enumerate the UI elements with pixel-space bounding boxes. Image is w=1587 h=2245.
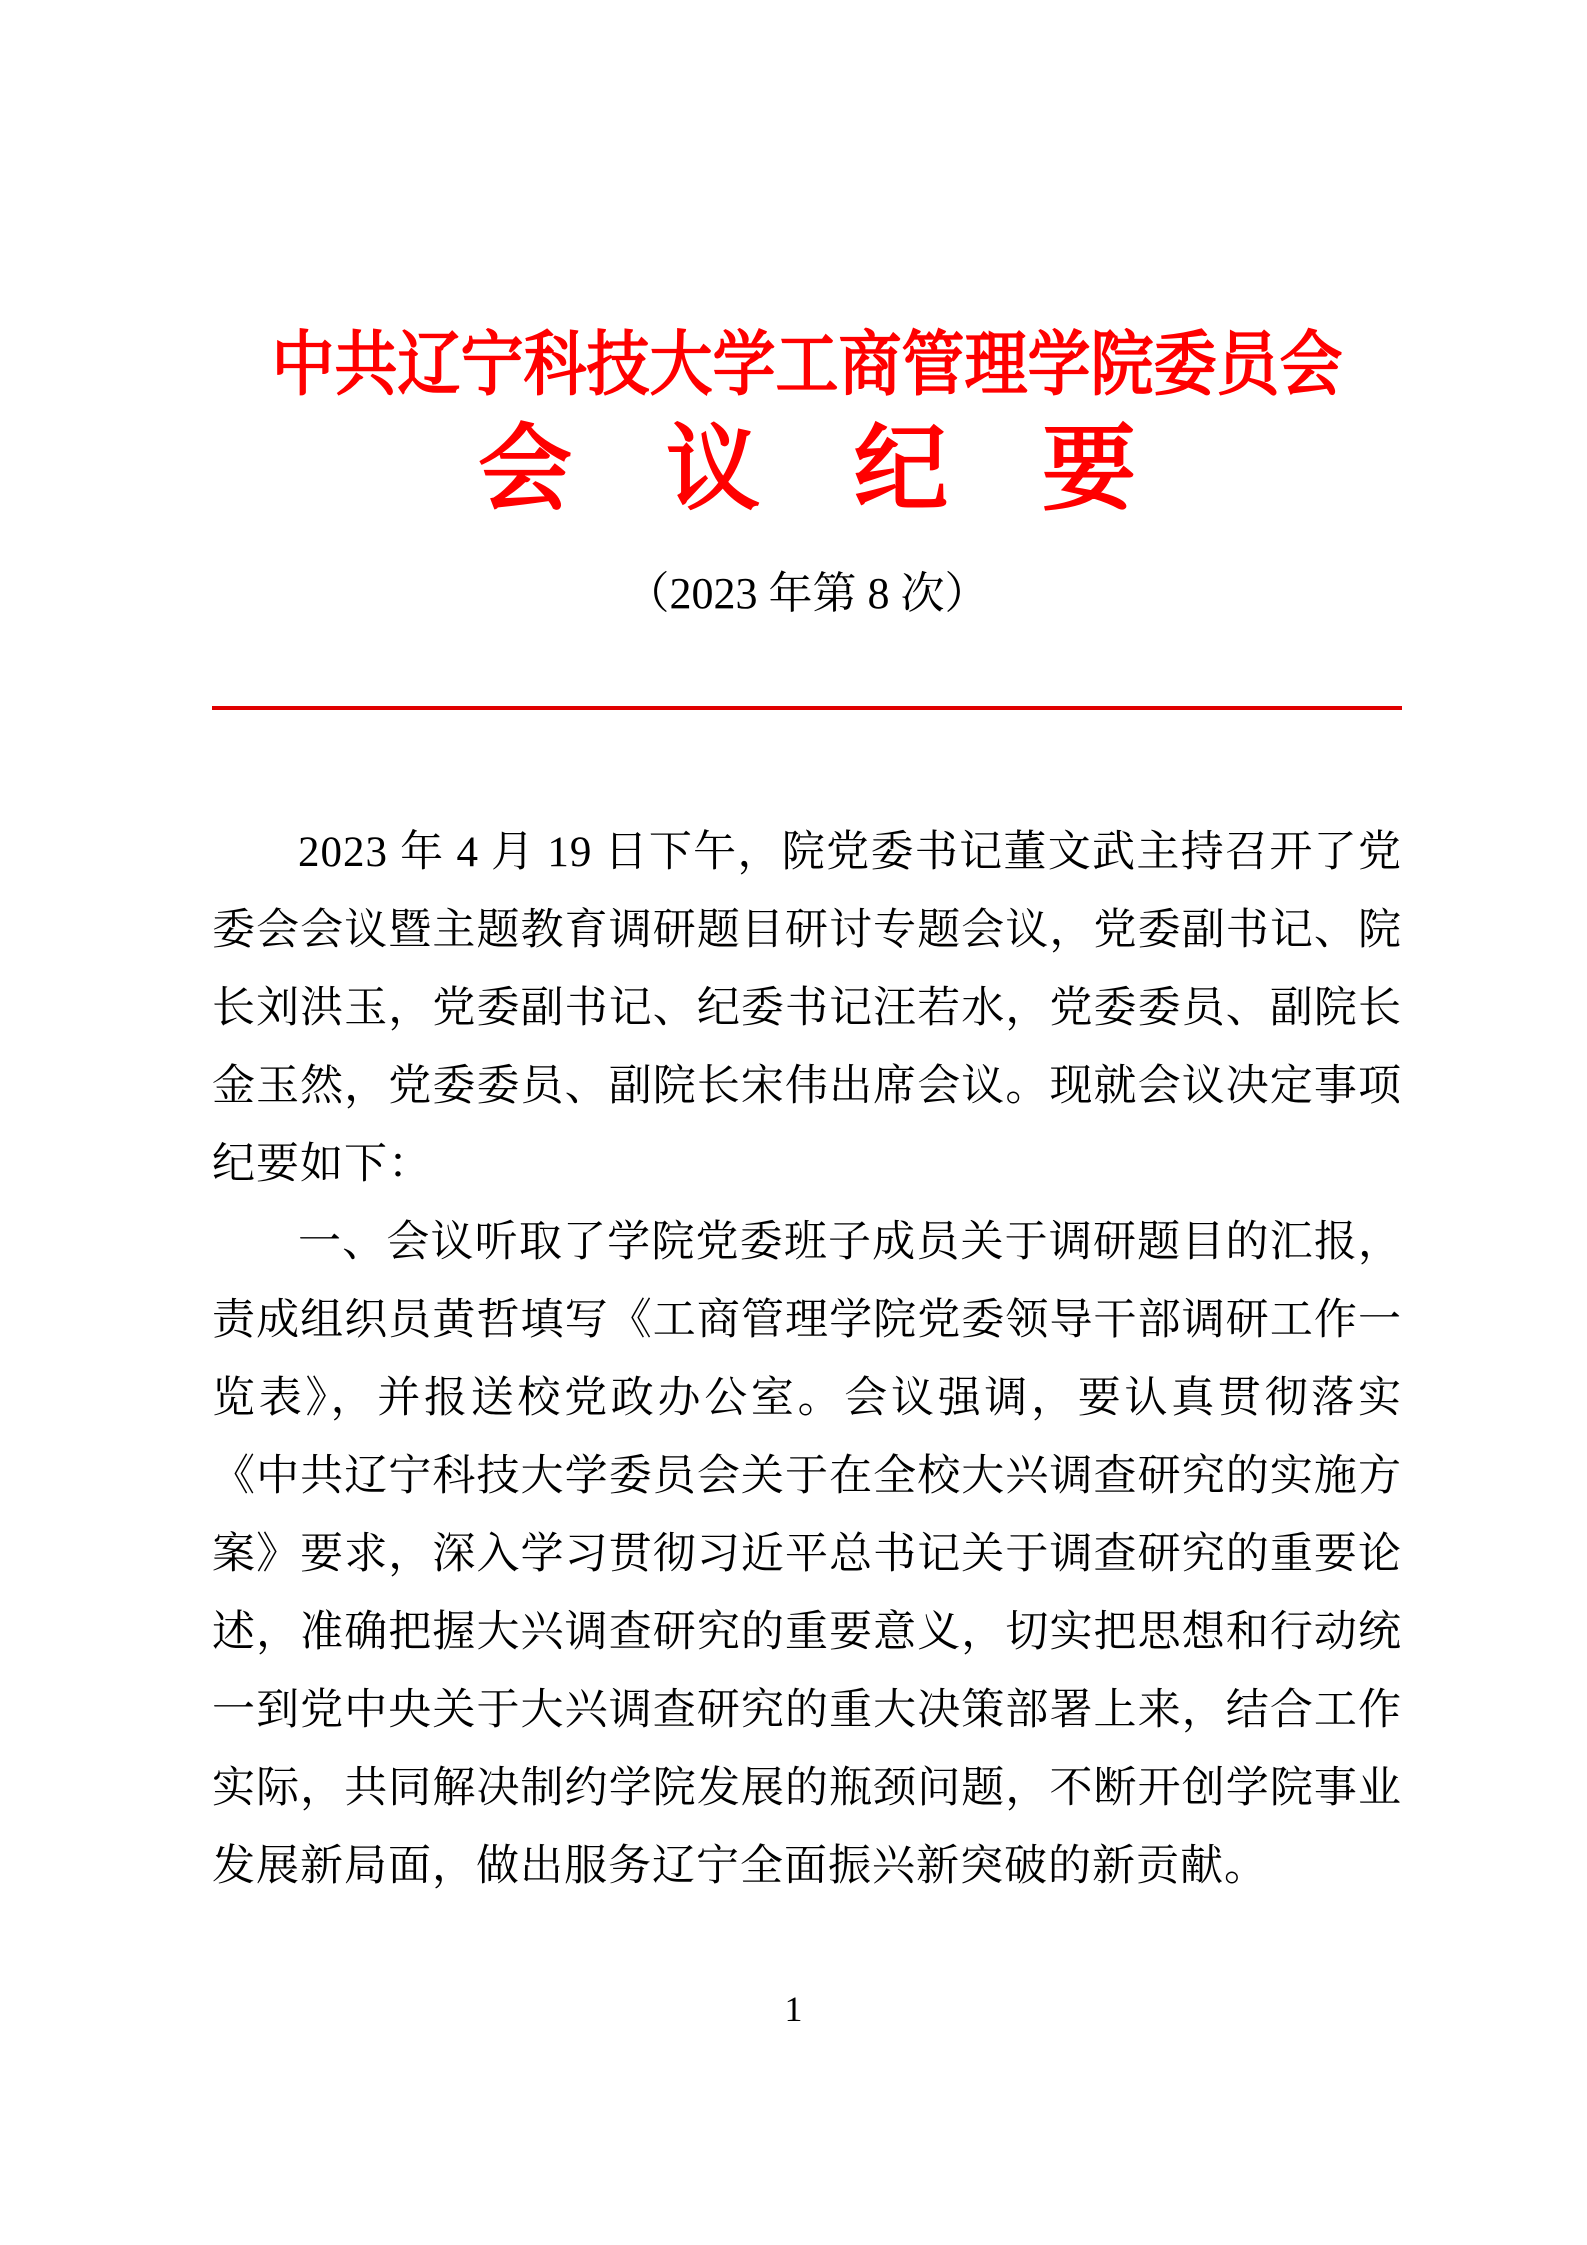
body-text bbox=[212, 814, 1402, 1906]
page-number: 1 bbox=[784, 1989, 803, 2029]
doc-title: 会 议 纪 要 bbox=[477, 416, 1136, 522]
paragraph-1: 2023 年 4 月 19 日下午，院党委书记董文武主持召开了党委会会议暨主题教育调研题目研讨专题会议，党委副书记、院长刘洪玉，党委副书记、纪委书记汪若水，党委委员、副院长金玉然，党委委员、副院长宋伟出席会议。现就会议决定事项纪要如下： bbox=[212, 829, 1402, 1189]
session-number: （2023 年第 8 次） bbox=[625, 569, 989, 619]
paragraph-2: 一、会议听取了学院党委班子成员关于调研题目的汇报，责成组织员黄哲填写《工商管理学院党委领导干部调研工作一览表》，并报送校党政办公室。会议强调，要认真贯彻落实《中共辽宁科技大学委员会关于在全校大兴调查研究的实施方案》要求，深入学习贯彻习近平总书记关于调查研究的重要论述，准确把握大兴调查研究的重要意义，切实把思想和行动统一到党中央关于大兴调查研究的重大决策部署上来，结合工作实际，共同解决制约学院发展的瓶颈问题，不断开创学院事业发展新局面，做出服务辽宁全面振兴新突破的新贡献。 bbox=[212, 1219, 1402, 1891]
page-content bbox=[212, 0, 1402, 1906]
org-title: 中共辽宁科技大学工商管理学院委员会 bbox=[271, 325, 1343, 405]
red-rule-divider bbox=[212, 706, 1402, 710]
